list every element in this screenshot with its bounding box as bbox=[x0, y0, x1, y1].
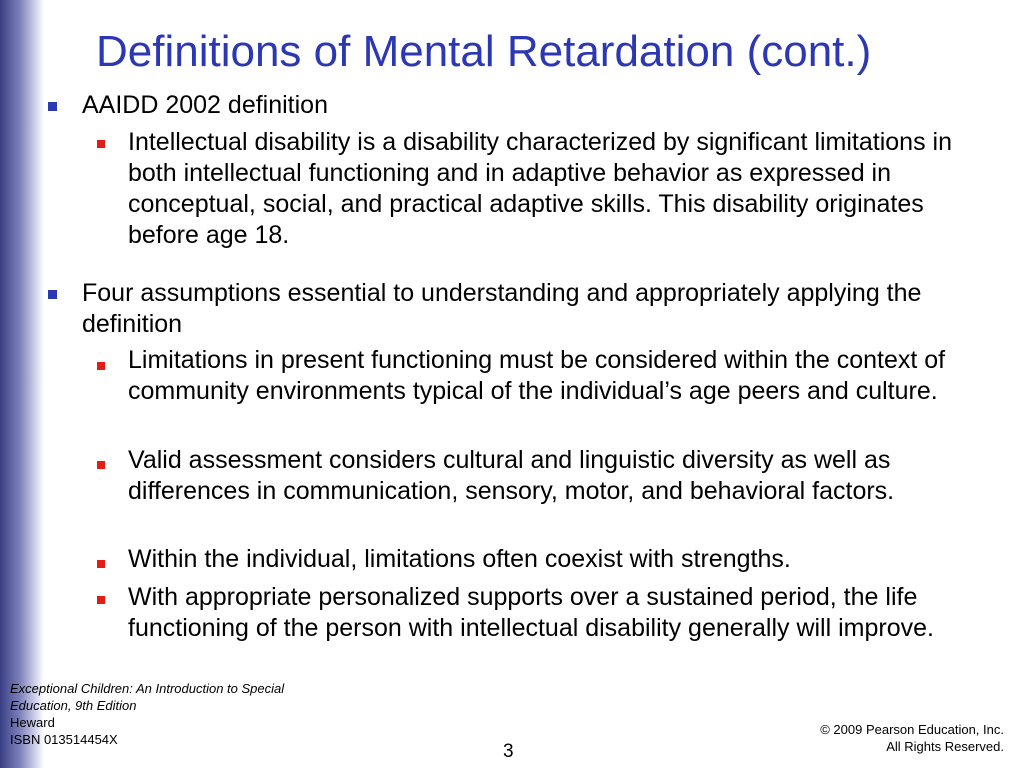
sub-bullet-assumption-2: Valid assessment considers cultural and linguistic diversity as well as differences in communication, sensory, motor, and behavioral factors. bbox=[128, 446, 895, 505]
sub-bullet-assumption-4: With appropriate personalized supports over a sustained period, the life functioning of the person with intellectual disability generally will improve. bbox=[128, 583, 934, 642]
sub-bullet-square-icon bbox=[97, 362, 105, 370]
sub-bullet-square-icon bbox=[97, 560, 105, 568]
page-number: 3 bbox=[503, 741, 514, 762]
sub-bullet-square-icon bbox=[97, 140, 105, 148]
sub-bullet-assumption-1: Limitations in present functioning must be considered within the context of community environments typical of the individual’s age peers and culture. bbox=[128, 346, 946, 405]
slide-title: Definitions of Mental Retardation (cont.) bbox=[96, 27, 872, 76]
left-gradient-bar bbox=[0, 0, 44, 768]
bullet-square-icon bbox=[48, 290, 57, 299]
footer-author: Heward bbox=[10, 715, 55, 730]
bullet-aaidd-definition: AAIDD 2002 definition bbox=[82, 91, 328, 119]
sub-bullet-square-icon bbox=[97, 461, 105, 469]
footer-copyright-line1: © 2009 Pearson Education, Inc. bbox=[820, 722, 1004, 737]
footer-isbn: ISBN 013514454X bbox=[10, 732, 118, 747]
sub-bullet-definition-text: Intellectual disability is a disability characterized by significant limitations in both intellectual functioning and in adaptive behavior as expressed in conceptual, social, and practical adaptive skills. This disability originates before age 18. bbox=[128, 128, 952, 249]
footer-copyright bbox=[744, 721, 1004, 755]
footer-book-info bbox=[10, 680, 330, 748]
sub-bullet-square-icon bbox=[97, 596, 105, 604]
footer-copyright-line2: All Rights Reserved. bbox=[886, 739, 1004, 754]
bullet-four-assumptions: Four assumptions essential to understanding and appropriately applying the definition bbox=[82, 279, 922, 338]
bullet-square-icon bbox=[48, 102, 57, 111]
footer-book-title-line2: Education, 9th Edition bbox=[10, 698, 137, 713]
footer-book-title-line1: Exceptional Children: An Introduction to Special bbox=[10, 681, 285, 696]
sub-bullet-assumption-3: Within the individual, limitations often coexist with strengths. bbox=[128, 545, 791, 573]
